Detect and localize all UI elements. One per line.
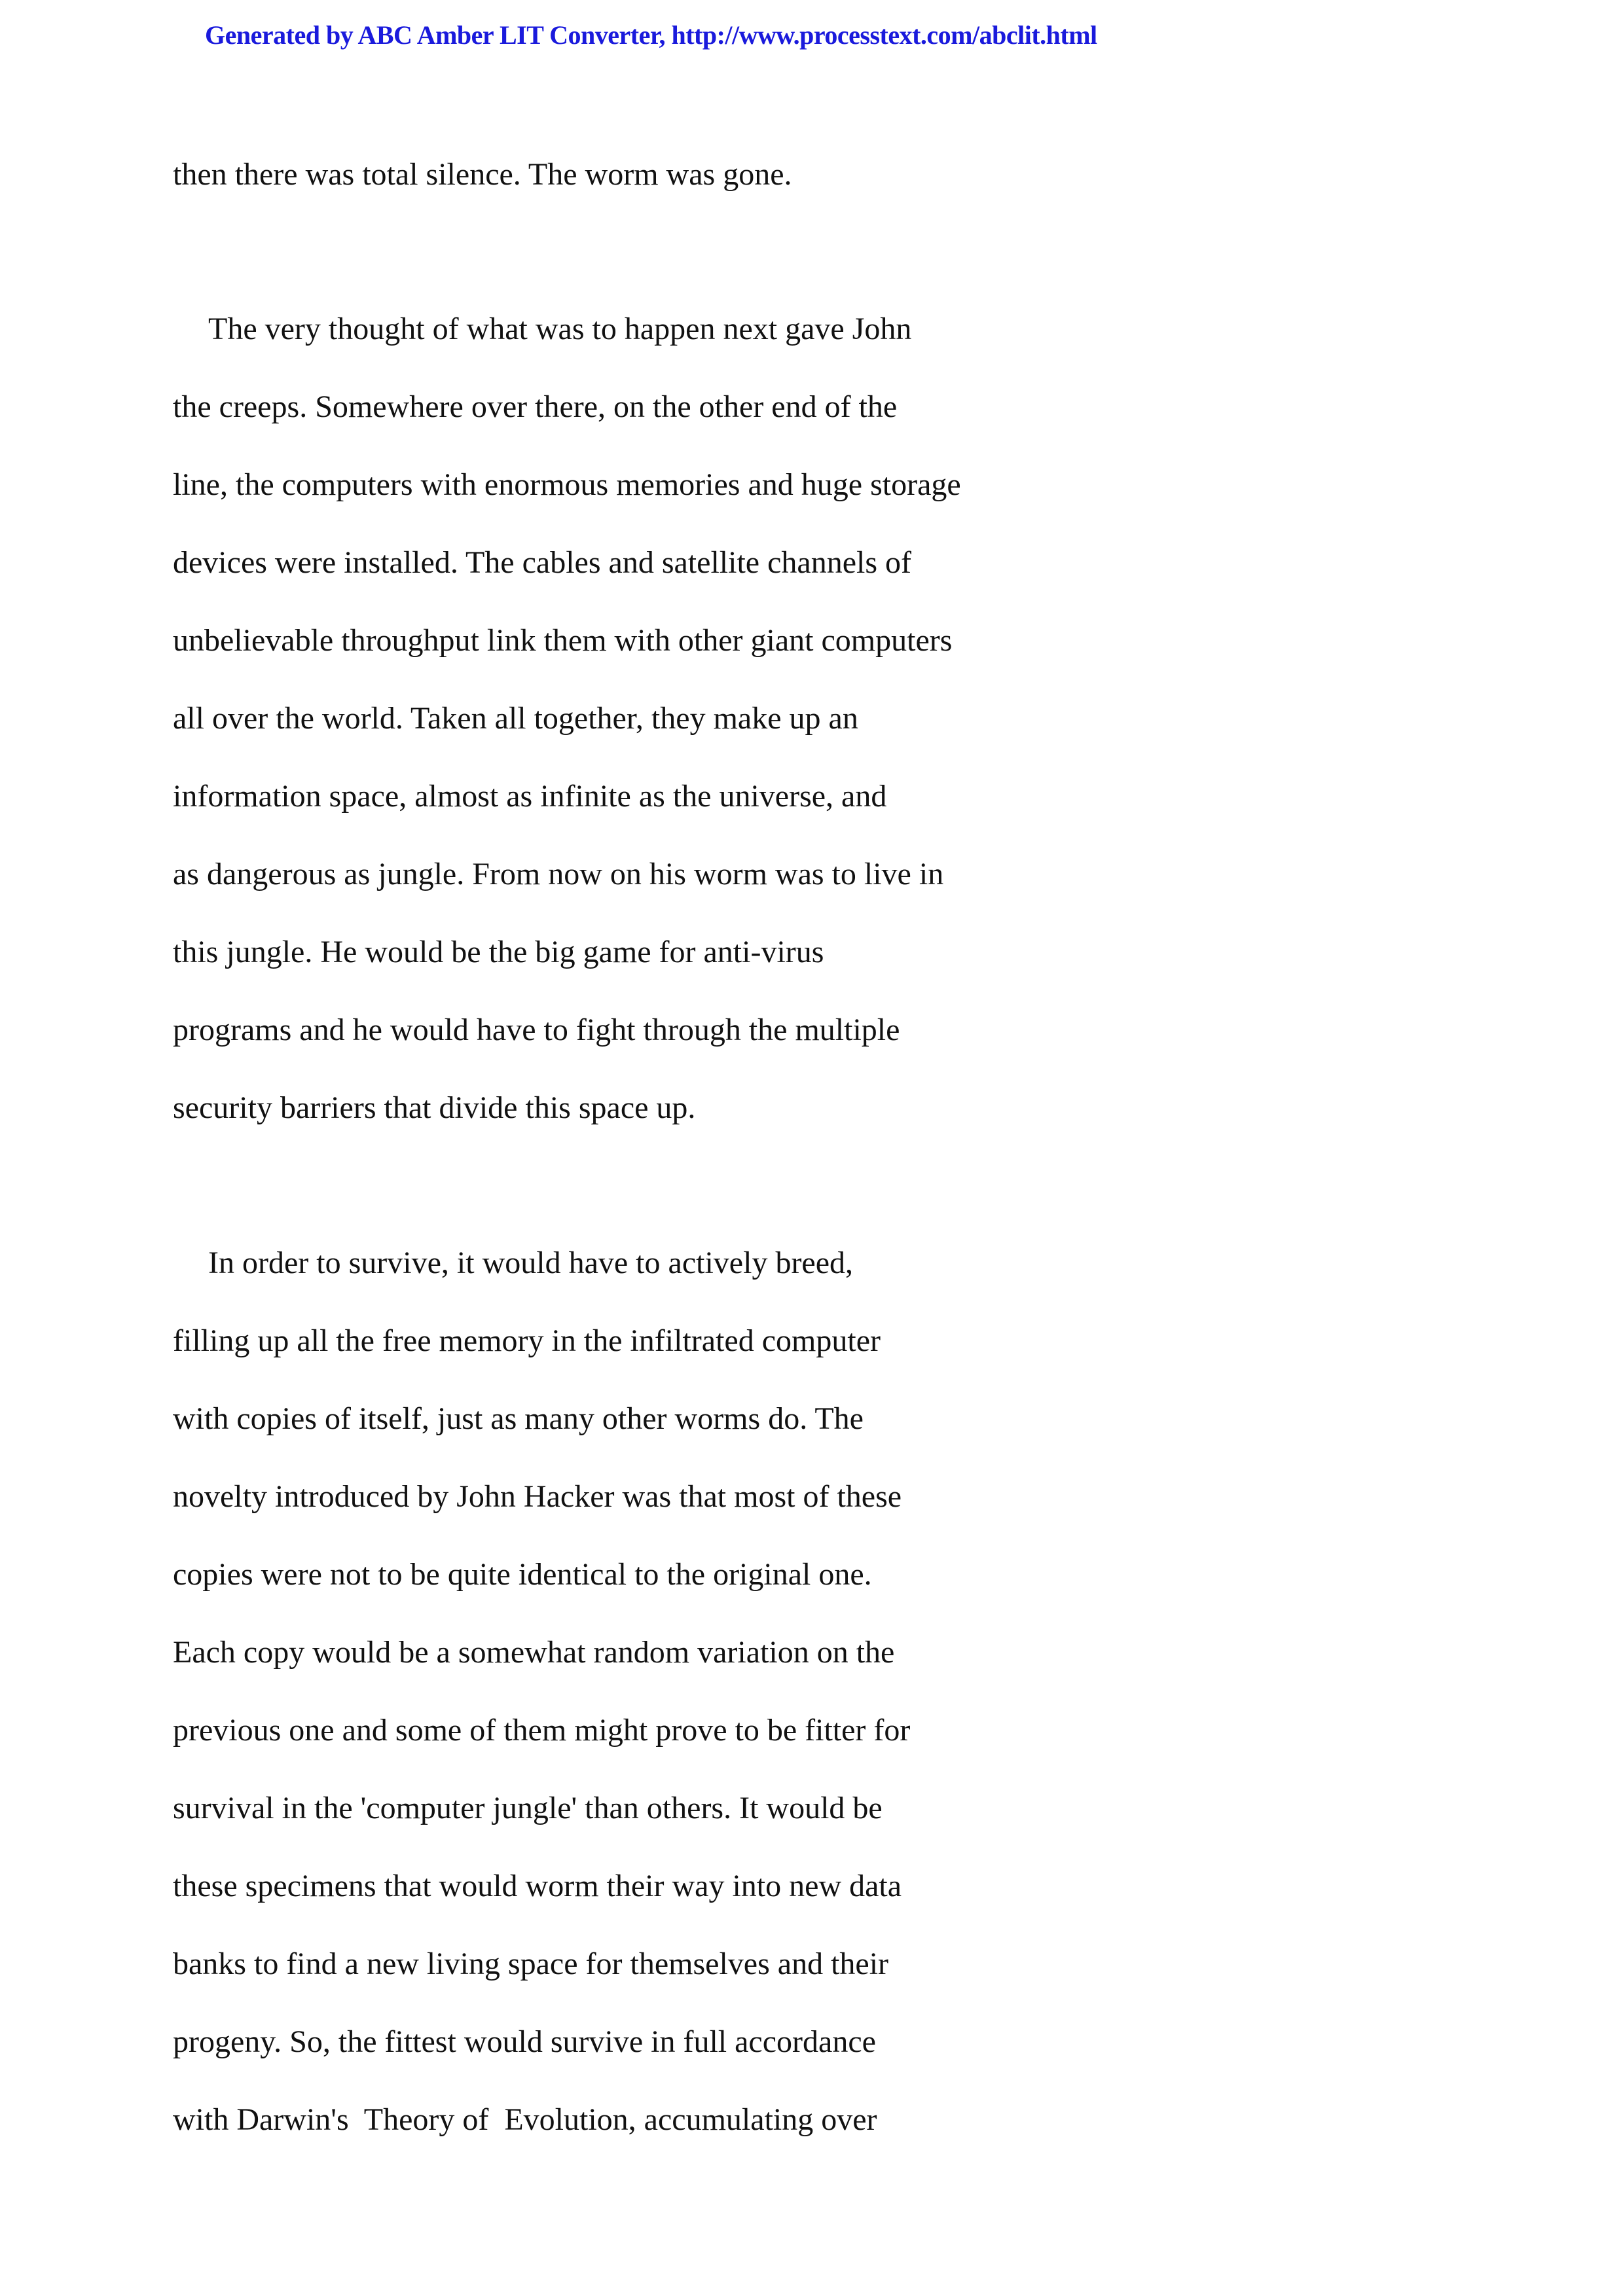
text-line: progeny. So, the fittest would survive in full accordance: [173, 2024, 876, 2059]
text-line: with copies of itself, just as many other worms do. The: [173, 1401, 864, 1436]
text-line: all over the world. Taken all together, they make up an: [173, 701, 858, 736]
text-line: security barriers that divide this space up.: [173, 1090, 696, 1125]
text-line: survival in the 'computer jungle' than others. It would be: [173, 1791, 883, 1825]
text-line: with Darwin's Theory of Evolution, accumulating over: [173, 2102, 877, 2137]
text-line: filling up all the free memory in the infiltrated computer: [173, 1323, 881, 1358]
text-line: these specimens that would worm their way into new data: [173, 1869, 902, 1903]
text-line: copies were not to be quite identical to the original one.: [173, 1557, 872, 1592]
text-line: previous one and some of them might prove to be fitter for: [173, 1713, 911, 1748]
text-line: this jungle. He would be the big game for anti-virus: [173, 935, 824, 969]
text-line: banks to find a new living space for themselves and their: [173, 1946, 889, 1981]
text-line: unbelievable throughput link them with other giant computers: [173, 623, 953, 658]
text-line: novelty introduced by John Hacker was that most of these: [173, 1479, 902, 1514]
text-line: information space, almost as infinite as the universe, and: [173, 779, 887, 814]
converter-header-link[interactable]: Generated by ABC Amber LIT Converter, http://www.processtext.com/abclit.html: [205, 20, 1097, 50]
text-line: then there was total silence. The worm was gone.: [173, 157, 792, 192]
text-line: programs and he would have to fight through the multiple: [173, 1013, 900, 1047]
text-line: devices were installed. The cables and satellite channels of: [173, 545, 911, 580]
text-line: the creeps. Somewhere over there, on the other end of the: [173, 389, 898, 424]
text-line: line, the computers with enormous memories and huge storage: [173, 467, 961, 502]
text-line: Each copy would be a somewhat random variation on the: [173, 1635, 895, 1670]
paragraph-first-line: The very thought of what was to happen next gave John: [208, 312, 912, 346]
paragraph-first-line: In order to survive, it would have to actively breed,: [208, 1246, 854, 1280]
text-line: as dangerous as jungle. From now on his worm was to live in: [173, 857, 944, 891]
